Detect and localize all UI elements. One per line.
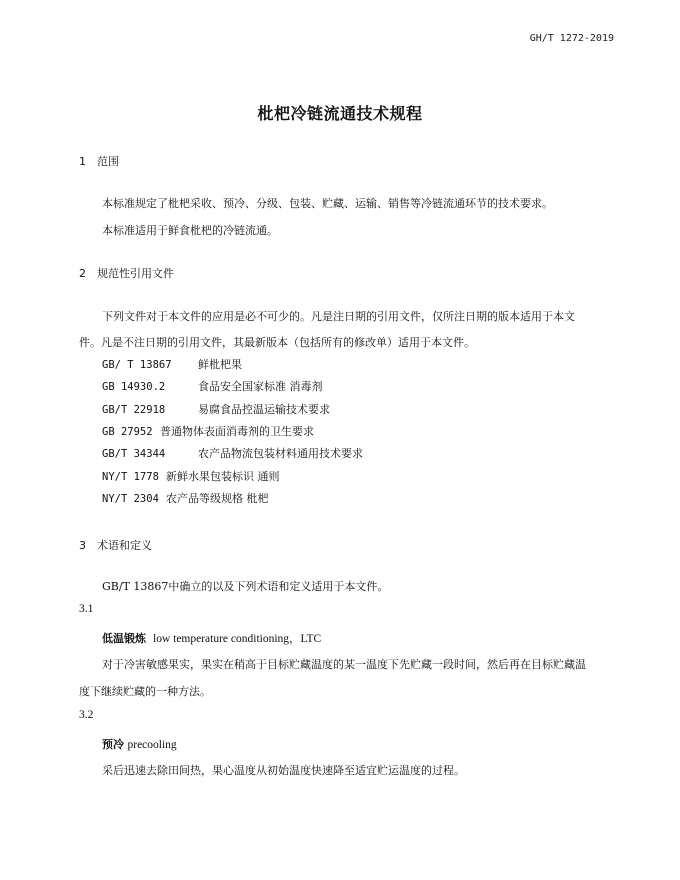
ref-code: GB 14930.2 [102, 381, 166, 393]
ref-name: 易腐食品控温运输技术要求 [198, 403, 330, 416]
ref-item [102, 356, 242, 372]
section-2-heading [79, 265, 174, 281]
term-number: 3.2 [79, 709, 94, 721]
section-2-intro-line-1: 下列文件对于本文件的应用是必不可少的。凡是注日期的引用文件，仅所注日期的版本适用于本文 [102, 310, 575, 323]
document-code: GH/T 1272-2019 [529, 33, 614, 44]
ref-item [102, 423, 314, 439]
ref-item [102, 490, 269, 506]
section-1-paragraph-2: 本标准适用于鲜食枇杷的冷链流通。 [102, 224, 278, 237]
section-2-intro-line-2: 件。凡是不注日期的引用文件，其最新版本（包括所有的修改单）适用于本文件。 [79, 336, 475, 349]
term-name-zh: 低温锻炼 [102, 632, 146, 645]
section-1-number: 1 [79, 155, 86, 168]
ref-code: NY/T 2304 [102, 493, 159, 505]
term-name-zh: 预冷 [102, 738, 124, 751]
ref-code: GB/T 34344 [102, 448, 166, 460]
ref-code: GB 27952 [102, 426, 153, 438]
ref-code: GB/T 22918 [102, 404, 166, 416]
section-3-title: 术语和定义 [97, 539, 152, 552]
ref-name: 农产品等级规格 枇杷 [166, 492, 269, 505]
section-2-number: 2 [79, 267, 86, 280]
ref-item [102, 378, 323, 394]
term-definition-line-1: 采后迅速去除田间热，果心温度从初始温度快速降至适宜贮运温度的过程。 [102, 764, 465, 777]
ref-code: NY/T 1778 [102, 471, 159, 483]
ref-name: 新鲜水果包装标识 通则 [166, 470, 280, 483]
section-3-heading [79, 537, 152, 553]
ref-name: 农产品物流包装材料通用技术要求 [198, 447, 363, 460]
ref-item [102, 445, 363, 461]
ref-name: 鲜枇杷果 [198, 358, 242, 371]
section-2-title: 规范性引用文件 [97, 267, 174, 280]
document-title: 枇杷冷链流通技术规程 [257, 104, 423, 123]
section-1-title: 范围 [97, 155, 119, 168]
ref-name: 普通物体表面消毒剂的卫生要求 [160, 425, 314, 438]
section-1-paragraph-1: 本标准规定了枇杷采收、预冷、分级、包装、贮藏、运输、销售等冷链流通环节的技术要求。 [102, 197, 553, 210]
ref-item [102, 468, 280, 484]
section-3-number: 3 [79, 539, 86, 552]
term-definition-line-1: 对于冷害敏感果实，果实在稍高于目标贮藏温度的某一温度下先贮藏一段时间，然后再在目标贮藏温 [102, 658, 586, 671]
term-number: 3.1 [79, 603, 94, 615]
term-heading [102, 630, 321, 646]
ref-item [102, 401, 330, 417]
term-heading [102, 736, 177, 752]
section-3-intro: GB/T 13867中确立的以及下列术语和定义适用于本文件。 [102, 580, 389, 593]
term-name-en: precooling [127, 739, 177, 751]
ref-name: 食品安全国家标准 消毒剂 [198, 380, 323, 393]
term-definition-line-2: 度下继续贮藏的一种方法。 [79, 685, 211, 698]
ref-code: GB/ T 13867 [102, 359, 172, 371]
section-1-heading [79, 153, 119, 169]
term-name-en: low temperature conditioning，LTC [153, 633, 322, 645]
